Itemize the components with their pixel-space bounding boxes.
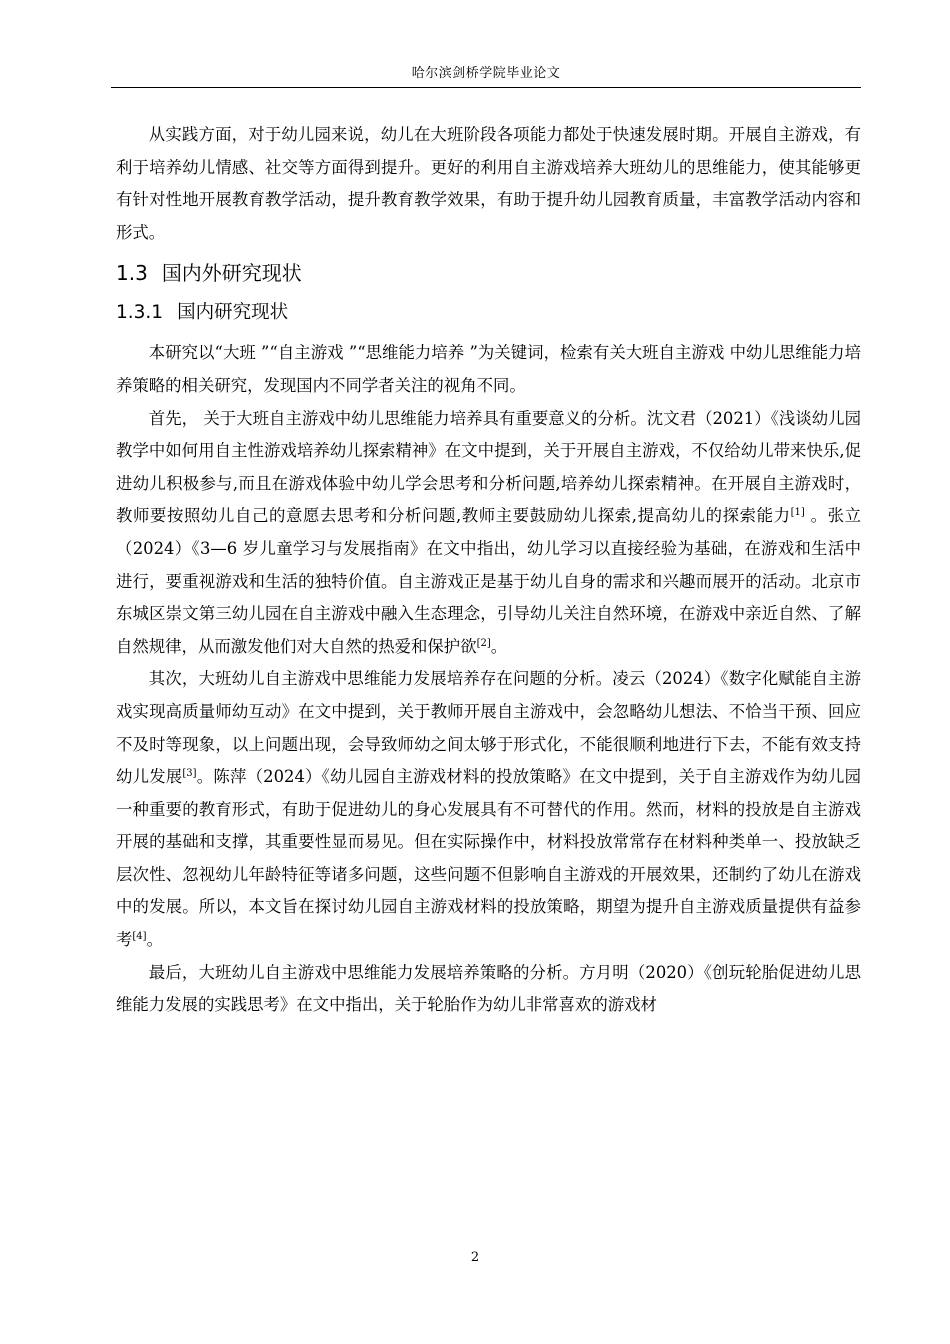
paragraph-first-text-b: 。张立（2024）《3—6 岁儿童学习与发展指南》在文中指出，幼儿学习以直接经验为基础，在游戏和生活中进行，要重视游戏和生活的独特价值。自主游戏正是基于幼儿自身的需求和兴趣而展开的活动。北京市东城区崇文第三幼儿园在自主游戏中融入生态理念，引导幼儿关注自然环境，在游戏中亲近自然、了解自然规律，从而激发他们对大自然的热爱和保护欲: [116, 506, 861, 656]
subsection-title: 国内研究现状: [177, 302, 289, 324]
paragraph-practice: 从实践方面，对于幼儿园来说，幼儿在大班阶段各项能力都处于快速发展时期。开展自主游戏，有利于培养幼儿情感、社交等方面得到提升。更好的利用自主游戏培养大班幼儿的思维能力，使其能够更有针对性地开展教育教学活动，提升教育教学效果，有助于提升幼儿园教育质量，丰富教学活动内容和形式。: [116, 125, 861, 242]
paragraph-second-text-a: 其次，大班幼儿自主游戏中思维能力发展培养存在问题的分析。凌云（2024）《数字化赋能自主游戏实现高质量师幼互动》在文中提到，关于教师开展自主游戏中，会忽略幼儿想法、不恰当干预、回应不及时等现象，以上问题出现，会导致师幼之间太够于形式化，不能很顺利地进行下去，不能有效支持幼儿发展: [116, 669, 861, 787]
header-divider: [111, 87, 861, 88]
citation-1: [1]: [790, 507, 805, 519]
section-heading-1-3: [116, 253, 861, 293]
citation-3: [3]: [182, 768, 197, 780]
paragraph-second: [116, 663, 861, 956]
section-title: 国内外研究现状: [161, 261, 302, 286]
document-body: [116, 119, 861, 1022]
section-number: 1.3: [116, 261, 148, 286]
paragraph-first-text-a: 首先， 关于大班自主游戏中幼儿思维能力培养具有重要意义的分析。沈文君（2021）《浅谈幼儿园教学中如何用自主性游戏培养幼儿探索精神》在文中提到，关于开展自主游戏，不仅给幼儿带来快乐,促进幼儿积极参与,而且在游戏体验中幼儿学会思考和分析问题,培养幼儿探索精神。在开展自主游戏时，教师要按照幼儿自己的意愿去思考和分析问题,教师主要鼓励幼儿探索,提高幼儿的探索能力: [116, 408, 861, 526]
paragraph-keywords: 本研究以“大班 ”“自主游戏 ”“思维能力培养 ”为关键词，检索有关大班自主游戏 中幼儿思维能力培养策略的相关研究，发现国内不同学者关注的视角不同。: [116, 343, 861, 395]
paragraph-first: [116, 403, 861, 664]
paragraph-first-text-c: 。: [490, 636, 508, 656]
paragraph-second-text-c: 。: [146, 930, 163, 950]
citation-4: [4]: [132, 931, 147, 943]
page-number: 2: [470, 1250, 480, 1265]
subsection-number: 1.3.1: [116, 302, 164, 324]
page-header: 哈尔滨剑桥学院毕业论文: [411, 66, 561, 81]
paragraph-second-text-b: 。陈萍（2024）《幼儿园自主游戏材料的投放策略》在文中提到，关于自主游戏作为幼儿园一种重要的教育形式，有助于促进幼儿的身心发展具有不可替代的作用。然而，材料的投放是自主游戏开展的基础和支撑，其重要性显而易见。但在实际操作中，材料投放常常存在材料种类单一、投放缺乏层次性、忽视幼儿年龄特征等诸多问题，这些问题不但影响自主游戏的开展效果，还制约了幼儿在游戏中的发展。所以，本文旨在探讨幼儿园自主游戏材料的投放策略，期望为提升自主游戏质量提供有益参考: [116, 767, 862, 950]
paragraph-last: 最后，大班幼儿自主游戏中思维能力发展培养策略的分析。方月明（2020）《创玩轮胎促进幼儿思维能力发展的实践思考》在文中指出，关于轮胎作为幼儿非常喜欢的游戏材: [116, 962, 861, 1015]
citation-2: [2]: [476, 637, 491, 649]
subsection-heading-1-3-1: [116, 293, 861, 333]
